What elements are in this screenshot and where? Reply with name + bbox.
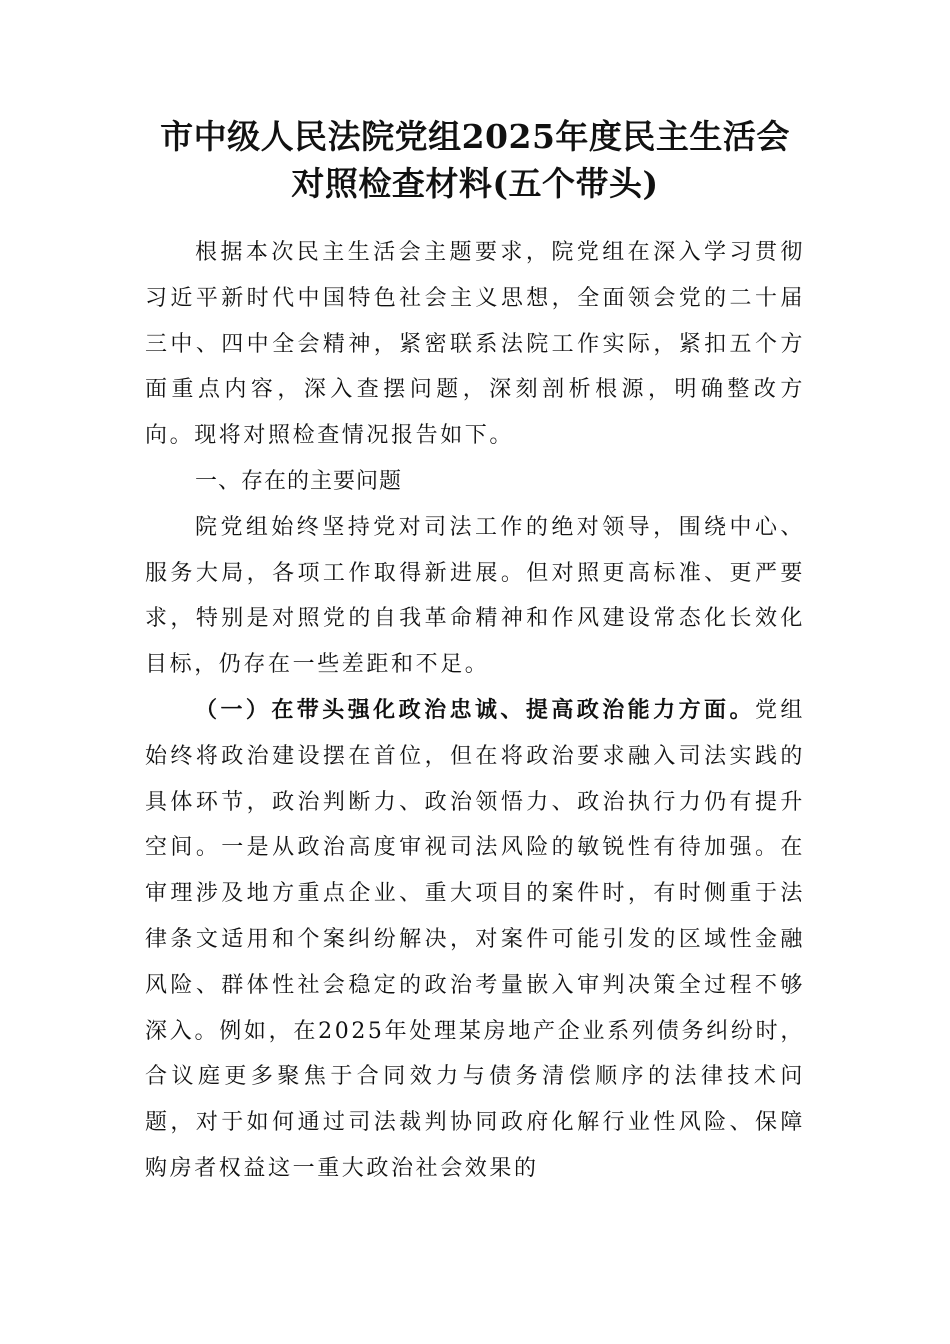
document-title-line-1: 市中级人民法院党组2025年度民主生活会 <box>160 117 790 156</box>
subsection-1-lead: （一）在带头强化政治忠诚、提高政治能力方面。 <box>195 696 755 723</box>
subsection-1-paragraph <box>145 688 805 1192</box>
intro-paragraph: 根据本次民主生活会主题要求，院党组在深入学习贯彻习近平新时代中国特色社会主义思想，全面领会党的二十届三中、四中全会精神，紧密联系法院工作实际，紧扣五个方面重点内容，深入查摆问题，深刻剖析根源，明确整改方向。现将对照检查情况报告如下。 <box>145 240 805 449</box>
document-title-line-2: 对照检查材料(五个带头) <box>291 164 659 203</box>
section-1-intro-paragraph: 院党组始终坚持党对司法工作的绝对领导，围绕中心、服务大局，各项工作取得新进展。但对照更高标准、更严要求，特别是对照党的自我革命精神和作风建设常态化长效化目标，仍存在一些差距和不足。 <box>145 514 805 678</box>
subsection-1-body: 党组始终将政治建设摆在首位，但在将政治要求融入司法实践的具体环节，政治判断力、政治领悟力、政治执行力仍有提升空间。一是从政治高度审视司法风险的敏锐性有待加强。在审理涉及地方重点企业、重大项目的案件时，有时侧重于法律条文适用和个案纠纷解决，对案件可能引发的区域性金融风险、群体性社会稳定的政治考量嵌入审判决策全过程不够深入。例如，在2025年处理某房地产企业系列债务纠纷时，合议庭更多聚焦于合同效力与债务清偿顺序的法律技术问题，对于如何通过司法裁判协同政府化解行业性风险、保障购房者权益这一重大政治社会效果的 <box>145 697 806 1181</box>
document-body <box>145 230 805 1192</box>
section-1-heading: 一、存在的主要问题 <box>195 468 403 494</box>
